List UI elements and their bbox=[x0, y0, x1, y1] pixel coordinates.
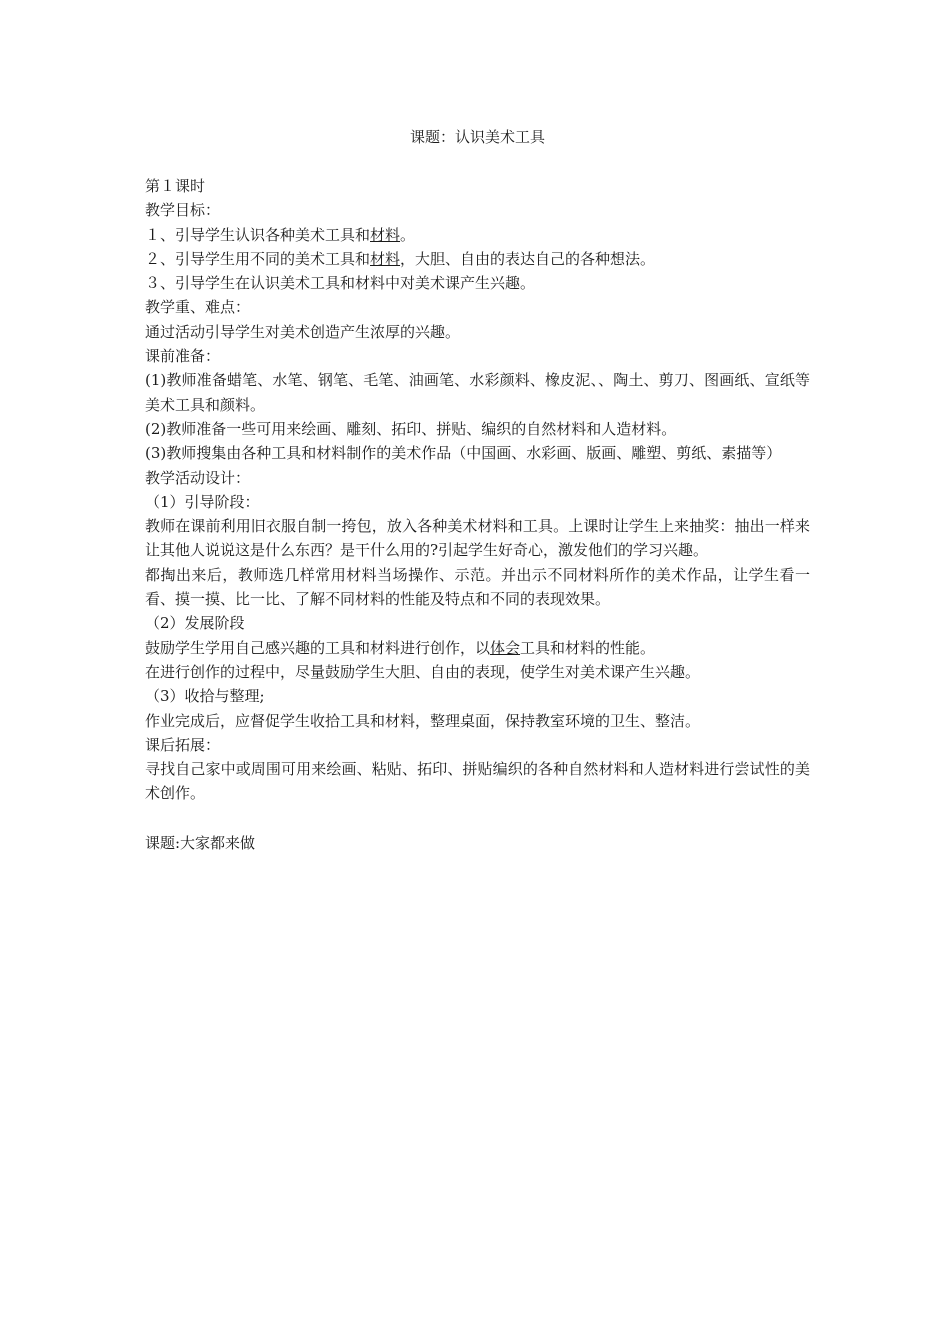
text-run: ，大胆、自由的表达自己的各种想法。 bbox=[400, 249, 656, 268]
text-line: 课后拓展： bbox=[145, 735, 221, 754]
text-line: 教师在课前利用旧衣服自制一挎包，放入各种美术材料和工具。上课时让学生上来抽奖：抽出一样来让其他人说说这是什么东西？是干什么用的?引起学生好奇心，激发他们的学习兴趣。 bbox=[145, 517, 810, 560]
text-line: 课前准备： bbox=[145, 347, 221, 366]
text-line: 教学重、难点： bbox=[145, 298, 251, 317]
text-line: (1)教师准备蜡笔、水笔、钢笔、毛笔、油画笔、水彩颜料、橡皮泥、、陶土、剪刀、图画纸、宣纸等美术工具和颜料。 bbox=[145, 371, 810, 414]
document-page bbox=[145, 122, 810, 855]
underlined-term: 材料 bbox=[370, 249, 401, 268]
spacer bbox=[145, 806, 810, 831]
text-run: 工具和材料的性能。 bbox=[520, 638, 656, 657]
underlined-term: 体会 bbox=[490, 638, 521, 657]
text-run: 。 bbox=[400, 225, 416, 244]
text-line: （2）发展阶段 bbox=[145, 614, 245, 633]
text-line: 教学活动设计： bbox=[145, 468, 251, 487]
text-line: 作业完成后，应督促学生收拾工具和材料，整理桌面，保持教室环境的卫生、整洁。 bbox=[145, 711, 701, 730]
document-title: 课题：认识美术工具 bbox=[409, 128, 545, 146]
text-run: 鼓励学生学用自己感兴趣的工具和材料进行创作，以 bbox=[145, 638, 491, 657]
underlined-term: 材料 bbox=[370, 225, 401, 244]
text-run: ２、引导学生用不同的美术工具和 bbox=[145, 249, 371, 268]
text-line bbox=[145, 636, 810, 660]
text-run: １、引导学生认识各种美术工具和 bbox=[145, 225, 371, 244]
text-line bbox=[145, 247, 810, 271]
text-line: (3)教师搜集由各种工具和材料制作的美术作品（中国画、水彩画、版画、雕塑、剪纸、素描等） bbox=[145, 444, 782, 463]
text-line: 都掏出来后，教师选几样常用材料当场操作、示范。并出示不同材料所作的美术作品，让学生看一看、摸一摸、比一比、了解不同材料的性能及特点和不同的表现效果。 bbox=[145, 565, 810, 609]
text-line: 通过活动引导学生对美术创造产生浓厚的兴趣。 bbox=[145, 322, 461, 341]
text-line: 教学目标： bbox=[145, 201, 221, 220]
text-line bbox=[145, 223, 810, 247]
next-lesson-title: 课题:大家都来做 bbox=[145, 833, 256, 852]
text-line: 在进行创作的过程中，尽量鼓励学生大胆、自由的表现，使学生对美术课产生兴趣。 bbox=[145, 662, 701, 681]
text-line: (2)教师准备一些可用来绘画、雕刻、拓印、拼贴、编织的自然材料和人造材料。 bbox=[145, 419, 677, 438]
text-line: 第１课时 bbox=[145, 177, 206, 195]
text-line: ３、引导学生在认识美术工具和材料中对美术课产生兴趣。 bbox=[145, 274, 536, 293]
text-line: （1）引导阶段： bbox=[145, 492, 260, 511]
text-line: 寻找自己家中或周围可用来绘画、粘贴、拓印、拼贴编织的各种自然材料和人造材料进行尝试性的美术创作。 bbox=[145, 760, 810, 803]
text-line: （3）收拾与整理; bbox=[145, 687, 265, 706]
